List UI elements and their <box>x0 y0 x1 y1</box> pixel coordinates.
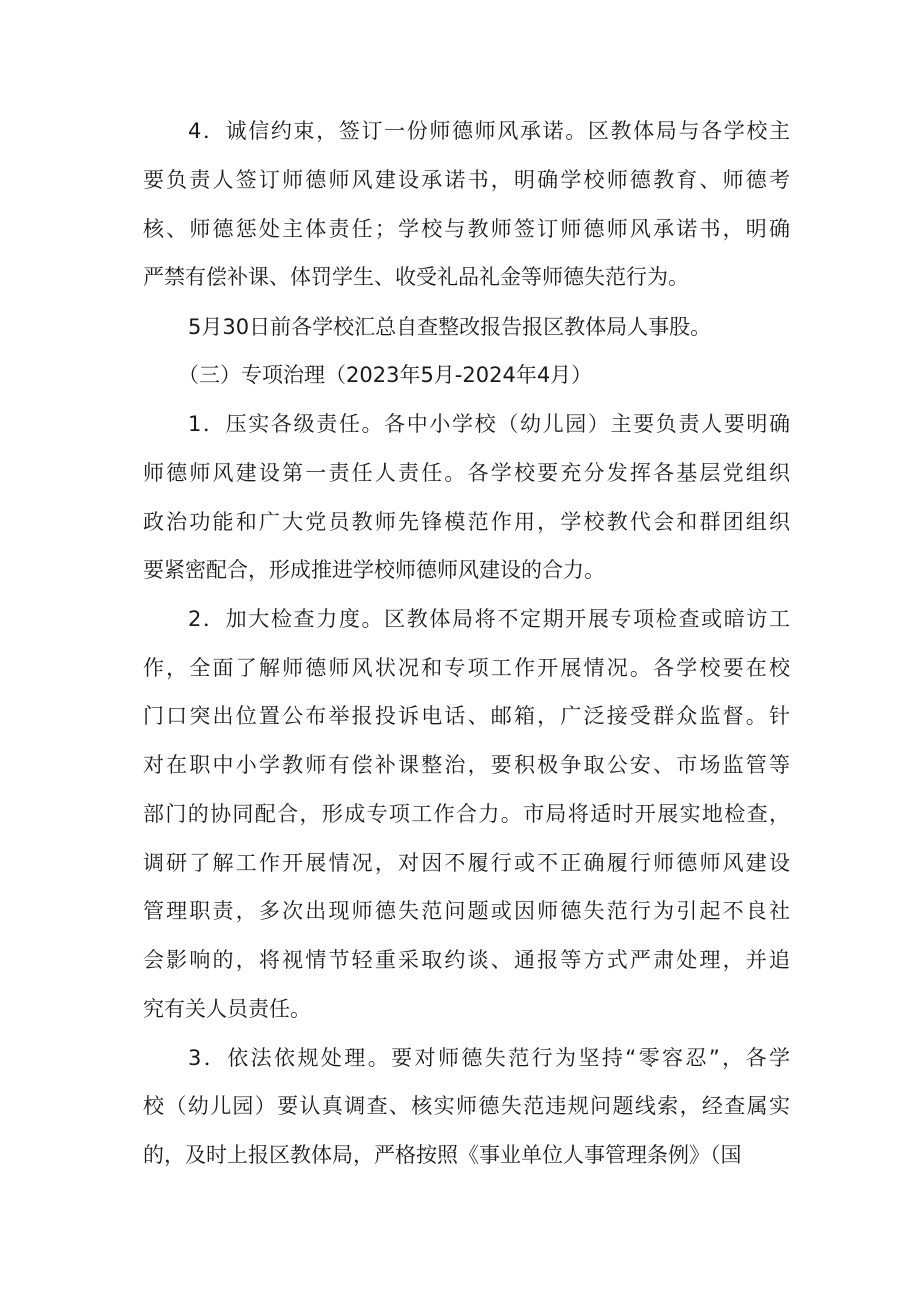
text-line: 师德师风建设第一责任人责任。各学校要充分发挥各基层党组织 <box>143 461 793 485</box>
text-line: 作，全面了解师德师风状况和专项工作开展情况。各学校要在校 <box>143 656 793 680</box>
text-line: 对在职中小学教师有偿补课整治，要积极争取公安、市场监管等 <box>143 753 793 777</box>
text-line: 3．依法依规处理。要对师德失范行为坚持“零容忍”，各学 <box>188 1046 793 1070</box>
text-line: 校（幼儿园）要认真调查、核实师德失范违规问题线索，经查属实 <box>143 1094 792 1118</box>
text-line: 核、师德惩处主体责任；学校与教师签订师德师风承诺书，明确 <box>143 217 793 241</box>
text-line: 5月30日前各学校汇总自查整改报告报区教体局人事股。 <box>188 315 712 339</box>
text-line: 严禁有偿补课、体罚学生、收受礼品礼金等师德失范行为。 <box>143 265 689 289</box>
text-line: 要负责人签订师德师风建设承诺书，明确学校师德教育、师德考 <box>143 168 793 192</box>
text-line: 4．诚信约束，签订一份师德师风承诺。区教体局与各学校主 <box>188 119 792 143</box>
text-line: 会影响的，将视情节轻重采取约谈、通报等方式严肃处理，并追 <box>143 948 793 972</box>
text-line: 门口突出位置公布举报投诉电话、邮箱，广泛接受群众监督。针 <box>143 704 793 728</box>
text-line: 政治功能和广大党员教师先锋模范作用，学校教代会和群团组织 <box>143 510 793 534</box>
text-line: 2．加大检查力度。区教体局将不定期开展专项检查或暗访工 <box>188 607 792 631</box>
text-line: 的，及时上报区教体局，严格按照《事业单位人事管理条例》（国 <box>143 1143 742 1167</box>
text-line: 管理职责，多次出现师德失范问题或因师德失范行为引起不良社 <box>143 899 793 923</box>
text-line: 究有关人员责任。 <box>143 997 311 1021</box>
text-line: 调研了解工作开展情况，对因不履行或不正确履行师德师风建设 <box>143 851 793 875</box>
text-line: 1．压实各级责任。各中小学校（幼儿园）主要负责人要明确 <box>188 412 792 436</box>
text-line: 部门的协同配合，形成专项工作合力。市局将适时开展实地检查， <box>143 802 792 826</box>
section-heading: （三）专项治理（2023年5月-2024年4月） <box>178 363 593 387</box>
text-line: 要紧密配合，形成推进学校师德师风建设的合力。 <box>143 558 605 582</box>
